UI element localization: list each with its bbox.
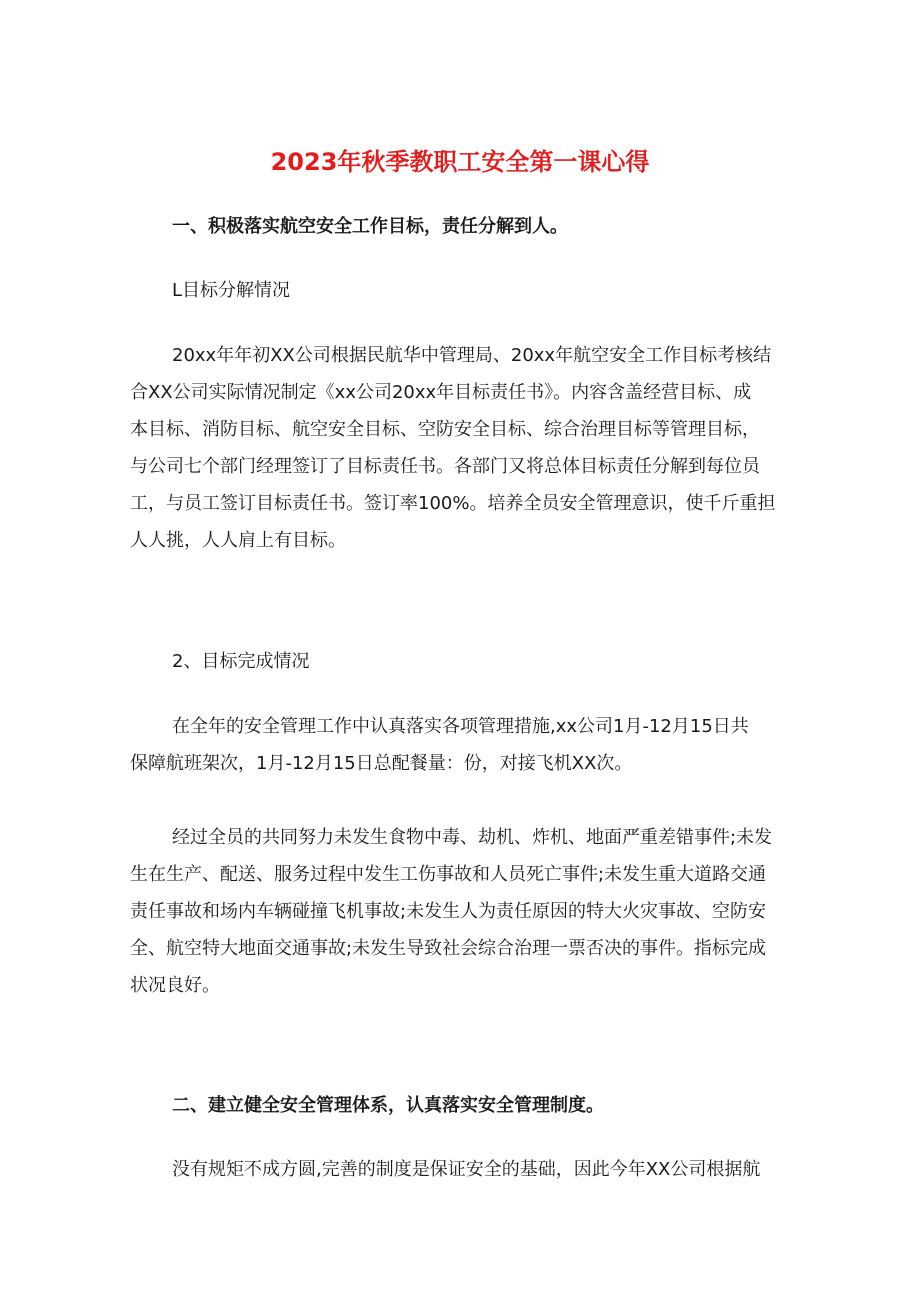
paragraph-line: 全、航空特大地面交通事故;未发生导致社会综合治理一票否决的事件。指标完成 (130, 938, 767, 959)
paragraph-completion (130, 708, 802, 782)
paragraph-target-breakdown (130, 337, 802, 559)
paragraph-line: 本目标、消防目标、航空安全目标、空防安全目标、综合治理目标等管理目标， (130, 419, 760, 440)
paragraph-line: 合XX公司实际情况制定《xx公司20xx年目标责任书》。内容含盖经营目标、成 (130, 382, 752, 403)
subsection-1-heading: L目标分解情况 (172, 280, 291, 301)
paragraph-line: 责任事故和场内车辆碰撞飞机事故;未发生人为责任原因的特大火灾事故、空防安 (130, 901, 767, 922)
section-1-heading: 一、积极落实航空安全工作目标，责任分解到人。 (172, 216, 568, 237)
subsection-2-heading: 2、目标完成情况 (172, 651, 310, 672)
paragraph-line: 20xx年年初XX公司根据民航华中管理局、20xx年航空安全工作目标考核结 (172, 345, 772, 366)
paragraph-line: 保障航班架次，1月-12月15日总配餐量：份，对接飞机XX次。 (130, 753, 633, 774)
section-2-heading: 二、建立健全安全管理体系，认真落实安全管理制度。 (172, 1095, 604, 1116)
paragraph-line: 与公司七个部门经理签订了目标责任书。各部门又将总体目标责任分解到每位员 (130, 456, 760, 477)
document-title: 2023年秋季教职工安全第一课心得 (270, 148, 650, 176)
paragraph-line: 状况良好。 (130, 975, 220, 996)
paragraph-line: 生在生产、配送、服务过程中发生工伤事故和人员死亡事件;未发生重大道路交通 (130, 864, 767, 885)
paragraph-line: 经过全员的共同努力未发生食物中毒、劫机、炸机、地面严重差错事件;未发 (172, 827, 773, 848)
paragraph-line: 没有规矩不成方圆,完善的制度是保证安全的基础，因此今年XX公司根据航 (172, 1159, 761, 1180)
paragraph-section-2 (172, 1151, 802, 1188)
paragraph-results (130, 819, 802, 1004)
paragraph-line: 工，与员工签订目标责任书。签订率100%。培养全员安全管理意识，使千斤重担 (130, 493, 776, 514)
paragraph-line: 在全年的安全管理工作中认真落实各项管理措施,xx公司1月-12月15日共 (172, 716, 749, 737)
paragraph-line: 人人挑，人人肩上有目标。 (130, 530, 346, 551)
